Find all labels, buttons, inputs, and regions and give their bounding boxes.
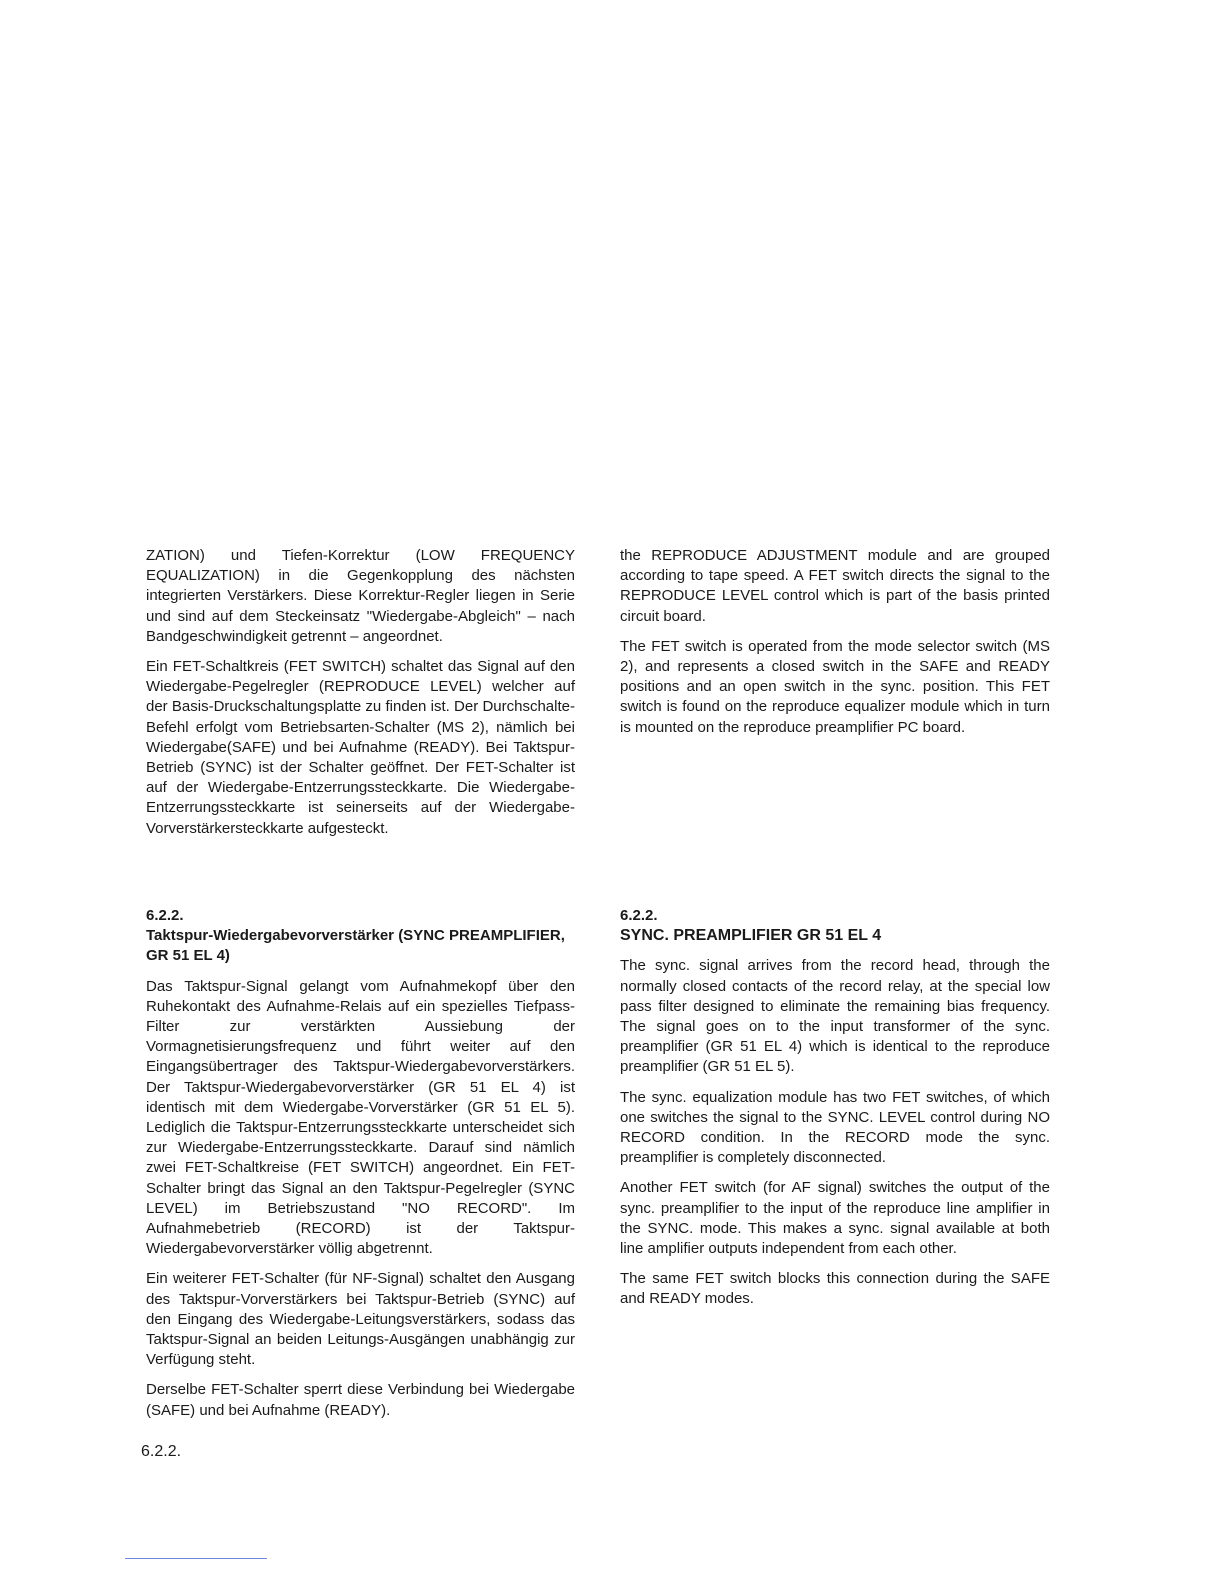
left-section-paragraph: Derselbe FET-Schalter sperrt diese Verbindung bei Wiedergabe (SAFE) und bei Aufnahme (READY). (146, 1381, 575, 1419)
right-column-top-text (620, 546, 1050, 748)
footer-section-number: 6.2.2. (141, 1443, 182, 1460)
left-section-paragraph: Ein weiterer FET-Schalter (für NF-Signal) schaltet den Ausgang des Taktspur-Vorverstärkers bei Taktspur-Betrieb (SYNC) auf den Eingang des Wiedergabe-Leitungsverstärkers, sodass das Taktspur-Signal an beiden Leitungs-Ausgängen unabhängig zur Verfügung steht. (146, 1270, 575, 1369)
section-title: Taktspur-Wiedergabevorverstärker (SYNC PREAMPLIFIER, GR 51 EL 4) (146, 927, 565, 965)
left-column-top-text (146, 546, 575, 849)
right-section-paragraph: The sync. equalization module has two FET switches, of which one switches the signal to the SYNC. LEVEL control during NO RECORD condition. In the RECORD mode the sync. preamplifier is completely disconnected. (620, 1088, 1050, 1167)
left-paragraph: ZATION) und Tiefen-Korrektur (LOW FREQUENCY EQUALIZATION) in die Gegenkopplung des nächsten integrierten Verstärkers. Diese Korrektur-Regler liegen in Serie und sind auf dem Steckeinsatz "Wiedergabe-Abgleich" – nach Bandgeschwindigkeit getrennt – angeordnet. (146, 547, 575, 645)
left-paragraph: Ein FET-Schaltkreis (FET SWITCH) schaltet das Signal auf den Wiedergabe-Pegelregler (REPRODUCE LEVEL) welcher auf der Basis-Druckschaltungsplatte zu finden ist. Der Durchschalte-Befehl erfolgt vom Betriebsarten-Schalter (MS 2), nämlich bei Wiedergabe(SAFE) und bei Aufnahme (READY). Bei Taktspur-Betrieb (SYNC) ist der Schalter geöffnet. Der FET-Schalter ist auf der Wiedergabe-Entzerrungssteckkarte. Die Wiedergabe-Entzerrungssteckkarte ist seinerseits auf der Wiedergabe-Vorverstärkersteckkarte aufgesteckt. (146, 658, 575, 837)
left-section-6-2-2 (146, 906, 575, 1431)
right-section-6-2-2 (620, 906, 1050, 1320)
footer-divider (125, 1558, 267, 1559)
section-number: 6.2.2. (146, 907, 184, 924)
right-paragraph: The FET switch is operated from the mode selector switch (MS 2), and represents a closed switch in the SAFE and READY positions and an open switch in the sync. position. This FET switch is found on the reproduce equalizer module which in turn is mounted on the reproduce preamplifier PC board. (620, 637, 1050, 736)
section-number: 6.2.2. (620, 907, 658, 924)
right-section-paragraph: Another FET switch (for AF signal) switches the output of the sync. preamplifier to the input of the reproduce line amplifier in the SYNC. mode. This makes a sync. signal available at both line amplifier outputs independent from each other. (620, 1179, 1050, 1258)
left-section-paragraph: Das Taktspur-Signal gelangt vom Aufnahmekopf über den Ruhekontakt des Aufnahme-Relais auf ein spezielles Tiefpass-Filter zur verstärkten Aussiebung der Vormagnetisierungsfrequenz und führt weiter auf den Eingangsübertrager des Taktspur-Wiedergabevorverstärkers. Der Taktspur-Wiedergabevorverstärker (GR 51 EL 4) ist identisch mit dem Wiedergabe-Vorverstärker (GR 51 EL 5). Lediglich die Taktspur-Entzerrungssteckkarte unterscheidet sich zur Wiedergabe-Entzerrungssteckkarte. Darauf sind nämlich zwei FET-Schaltkreise (FET SWITCH) angeordnet. Ein FET-Schalter bringt das Signal an den Taktspur-Pegelregler (SYNC LEVEL) im Betriebszustand "NO RECORD". Im Aufnahmebetrieb (RECORD) ist der Taktspur-Wiedergabevorverstärker völlig abgetrennt. (146, 977, 575, 1258)
right-section-paragraph: The same FET switch blocks this connection during the SAFE and READY modes. (620, 1270, 1050, 1308)
right-section-paragraph: The sync. signal arrives from the record head, through the normally closed contacts of the record relay, at the special low pass filter designed to eliminate the remaining bias frequency. The signal goes on to the input transformer of the sync. preamplifier (GR 51 EL 4) which is identical to the reproduce preamplifier (GR 51 EL 5). (620, 957, 1050, 1076)
right-paragraph: the REPRODUCE ADJUSTMENT module and are grouped according to tape speed. A FET switch directs the signal to the REPRODUCE LEVEL control which is part of the basis printed circuit board. (620, 547, 1050, 625)
section-title: SYNC. PREAMPLIFIER GR 51 EL 4 (620, 927, 882, 945)
